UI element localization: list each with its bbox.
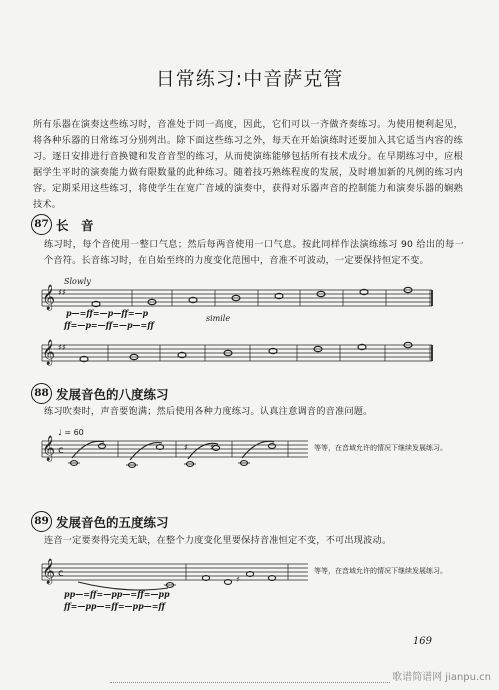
section-title: 发展音色的五度练习	[56, 514, 169, 530]
svg-text:c: c	[58, 568, 64, 579]
svg-text:𝄞: 𝄞	[42, 340, 56, 365]
simile-marking: simile	[206, 314, 231, 323]
continue-note: 等等，在音域允许的情况下继续发展练习。	[314, 567, 447, 575]
dynamics-line-1: p—=ff=—p—ff=—p	[66, 308, 149, 318]
section-number-badge: 87	[31, 214, 52, 235]
svg-text:♯♯: ♯♯	[58, 288, 66, 297]
dynamics-line-2: ff=—p=—ff=—p—=ff	[64, 320, 154, 330]
footer-divider	[110, 682, 390, 683]
section-number-badge: 89	[31, 511, 52, 532]
svg-text:𝄞: 𝄞	[42, 285, 56, 310]
dynamics-line-2: ff=—pp—=ff=—pp—=ff	[64, 601, 166, 611]
tempo-marking: Slowly	[64, 277, 91, 286]
svg-text:♯: ♯	[236, 575, 240, 584]
svg-text:𝄞: 𝄞	[42, 559, 56, 584]
dynamics-line-1: pp—=ff=—pp—=ff=—pp	[64, 589, 170, 599]
svg-text:♯: ♯	[210, 443, 214, 452]
svg-text:♯: ♯	[184, 443, 188, 452]
section-87-text: 练习时，每个音使用一整口气息；然后每两音使用一口气息。按此同样作法演练练习 90 给出的每一个音符。长音练习时，在自始至终的力度变化范围中，音准不可波动，一定要保持恒定不变。	[44, 239, 464, 266]
section-number-badge: 88	[31, 383, 52, 404]
page-number: 169	[412, 636, 432, 647]
continue-note: 等等，在音域允许的情况下继续发展练习。	[314, 444, 447, 452]
watermark: 歌谱简谱网 jianpu.cn	[392, 672, 491, 683]
intro-paragraph: 所有乐器在演奏这些练习时，音准处于同一高度，因此，它们可以一齐做齐奏练习。为使用便利起见，将各种乐器的日常练习分别列出。除下面这些练习之外，每天在开始演练时还要加入其它适当内容的练习。逐日安排进行音换键和发音音型的练习，从而使演练能够包括所有技术成分。在早期练习中，应根据学生平时的演奏能力做有限数量的此种练习。随着技巧熟练程度的发展，及时增加新的凡例的练习内容。定期采用这些练习，将使学生在宽广音域的演奏中，获得对乐器声音的控制能力和演奏乐器的娴熟技术。	[33, 119, 463, 210]
svg-text:c: c	[58, 445, 64, 456]
page-title: 日常练习:中音萨克管	[155, 68, 344, 90]
svg-text:♯♯: ♯♯	[58, 343, 66, 352]
tempo-marking: ♩ = 60	[58, 428, 84, 437]
svg-text:𝄞: 𝄞	[42, 436, 56, 461]
section-title: 长 音	[56, 217, 94, 233]
section-89-text: 连音一定要奏得完美无缺，在整个力度变化里要保持音准恒定不变，不可出现波动。	[44, 535, 392, 546]
section-title: 发展音色的八度练习	[56, 386, 169, 402]
section-88-text: 练习吹奏时，声音要饱满；然后使用各种力度练习。认真注意调音的音准问题。	[44, 406, 373, 417]
